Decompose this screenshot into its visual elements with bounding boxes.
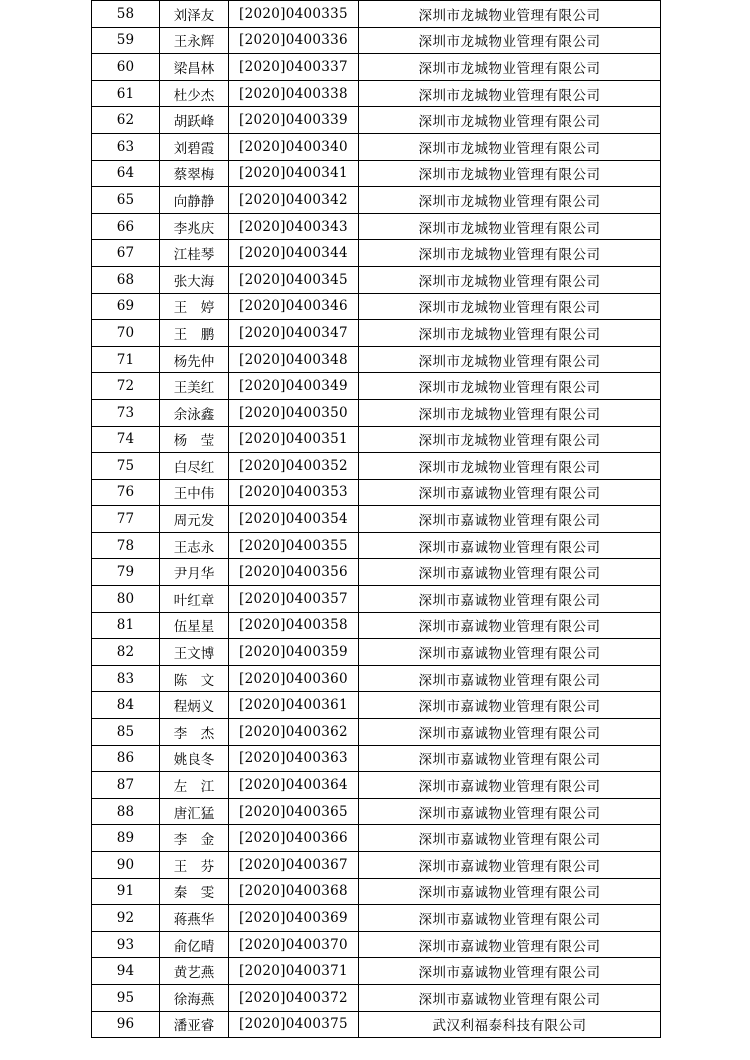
serial-number-cell: 79 [92, 559, 160, 586]
certificate-number-cell: [2020]0400372 [229, 984, 359, 1011]
table-row [92, 639, 661, 666]
company-cell: 深圳市嘉诚物业管理有限公司 [359, 612, 661, 639]
name-cell: 余泳鑫 [160, 399, 229, 426]
table-row [92, 772, 661, 799]
company-cell: 深圳市龙城物业管理有限公司 [359, 240, 661, 267]
company-cell: 深圳市嘉诚物业管理有限公司 [359, 905, 661, 932]
serial-number-cell: 73 [92, 399, 160, 426]
table-row [92, 532, 661, 559]
name-cell: 李兆庆 [160, 213, 229, 240]
certificate-number-cell: [2020]0400371 [229, 958, 359, 985]
company-cell: 深圳市龙城物业管理有限公司 [359, 399, 661, 426]
company-cell: 深圳市嘉诚物业管理有限公司 [359, 719, 661, 746]
certificate-number-cell: [2020]0400361 [229, 692, 359, 719]
company-cell: 深圳市龙城物业管理有限公司 [359, 320, 661, 347]
name-cell: 陈 文 [160, 665, 229, 692]
table-row [92, 825, 661, 852]
company-cell: 深圳市嘉诚物业管理有限公司 [359, 639, 661, 666]
certificate-number-cell: [2020]0400346 [229, 293, 359, 320]
company-cell: 深圳市龙城物业管理有限公司 [359, 213, 661, 240]
name-cell: 白尽红 [160, 453, 229, 480]
company-cell: 深圳市嘉诚物业管理有限公司 [359, 798, 661, 825]
serial-number-cell: 85 [92, 719, 160, 746]
certificate-number-cell: [2020]0400352 [229, 453, 359, 480]
serial-number-cell: 80 [92, 586, 160, 613]
name-cell: 杜少杰 [160, 80, 229, 107]
table-row [92, 1011, 661, 1038]
company-cell: 深圳市龙城物业管理有限公司 [359, 107, 661, 134]
name-cell: 梁昌林 [160, 54, 229, 81]
serial-number-cell: 59 [92, 27, 160, 54]
certificate-number-cell: [2020]0400358 [229, 612, 359, 639]
table-row [92, 240, 661, 267]
table-row [92, 931, 661, 958]
table-row [92, 293, 661, 320]
table-row [92, 426, 661, 453]
certificate-number-cell: [2020]0400338 [229, 80, 359, 107]
table-row [92, 187, 661, 214]
table-row [92, 453, 661, 480]
name-cell: 王中伟 [160, 479, 229, 506]
table-row [92, 559, 661, 586]
name-cell: 姚良冬 [160, 745, 229, 772]
name-cell: 徐海燕 [160, 984, 229, 1011]
name-cell: 王美红 [160, 373, 229, 400]
serial-number-cell: 88 [92, 798, 160, 825]
company-cell: 深圳市嘉诚物业管理有限公司 [359, 958, 661, 985]
company-cell: 深圳市嘉诚物业管理有限公司 [359, 532, 661, 559]
certificate-number-cell: [2020]0400355 [229, 532, 359, 559]
certificate-number-cell: [2020]0400365 [229, 798, 359, 825]
serial-number-cell: 87 [92, 772, 160, 799]
serial-number-cell: 86 [92, 745, 160, 772]
table-row [92, 692, 661, 719]
company-cell: 深圳市龙城物业管理有限公司 [359, 346, 661, 373]
name-cell: 王 婷 [160, 293, 229, 320]
serial-number-cell: 84 [92, 692, 160, 719]
name-cell: 尹月华 [160, 559, 229, 586]
table-row [92, 958, 661, 985]
certificate-number-cell: [2020]0400349 [229, 373, 359, 400]
table-row [92, 586, 661, 613]
company-cell: 深圳市嘉诚物业管理有限公司 [359, 772, 661, 799]
table-row [92, 1, 661, 28]
name-cell: 周元发 [160, 506, 229, 533]
name-cell: 伍星星 [160, 612, 229, 639]
certificate-number-cell: [2020]0400356 [229, 559, 359, 586]
serial-number-cell: 72 [92, 373, 160, 400]
name-cell: 刘碧霞 [160, 133, 229, 160]
name-cell: 程炳义 [160, 692, 229, 719]
name-cell: 俞亿晴 [160, 931, 229, 958]
name-cell: 杨先仲 [160, 346, 229, 373]
certificate-number-cell: [2020]0400335 [229, 1, 359, 28]
name-cell: 王 鹏 [160, 320, 229, 347]
serial-number-cell: 78 [92, 532, 160, 559]
certificate-number-cell: [2020]0400367 [229, 852, 359, 879]
certificate-number-cell: [2020]0400363 [229, 745, 359, 772]
table-row [92, 373, 661, 400]
certificate-number-cell: [2020]0400351 [229, 426, 359, 453]
serial-number-cell: 83 [92, 665, 160, 692]
name-cell: 江桂琴 [160, 240, 229, 267]
certificate-number-cell: [2020]0400342 [229, 187, 359, 214]
company-cell: 深圳市嘉诚物业管理有限公司 [359, 745, 661, 772]
name-cell: 李 杰 [160, 719, 229, 746]
serial-number-cell: 94 [92, 958, 160, 985]
table-row [92, 213, 661, 240]
serial-number-cell: 63 [92, 133, 160, 160]
name-cell: 刘泽友 [160, 1, 229, 28]
company-cell: 深圳市嘉诚物业管理有限公司 [359, 665, 661, 692]
company-cell: 深圳市龙城物业管理有限公司 [359, 266, 661, 293]
company-cell: 深圳市嘉诚物业管理有限公司 [359, 984, 661, 1011]
company-cell: 深圳市龙城物业管理有限公司 [359, 426, 661, 453]
company-cell: 深圳市龙城物业管理有限公司 [359, 54, 661, 81]
certificate-number-cell: [2020]0400362 [229, 719, 359, 746]
serial-number-cell: 90 [92, 852, 160, 879]
table-row [92, 54, 661, 81]
certificate-table [91, 0, 661, 1038]
table-row [92, 107, 661, 134]
name-cell: 唐汇猛 [160, 798, 229, 825]
certificate-number-cell: [2020]0400341 [229, 160, 359, 187]
table-row [92, 399, 661, 426]
table-row [92, 852, 661, 879]
serial-number-cell: 82 [92, 639, 160, 666]
name-cell: 蒋燕华 [160, 905, 229, 932]
serial-number-cell: 58 [92, 1, 160, 28]
name-cell: 胡跃峰 [160, 107, 229, 134]
certificate-number-cell: [2020]0400375 [229, 1011, 359, 1038]
serial-number-cell: 64 [92, 160, 160, 187]
certificate-number-cell: [2020]0400337 [229, 54, 359, 81]
certificate-number-cell: [2020]0400340 [229, 133, 359, 160]
table-row [92, 984, 661, 1011]
name-cell: 潘亚睿 [160, 1011, 229, 1038]
table-row [92, 266, 661, 293]
company-cell: 深圳市嘉诚物业管理有限公司 [359, 878, 661, 905]
name-cell: 王 芬 [160, 852, 229, 879]
certificate-number-cell: [2020]0400359 [229, 639, 359, 666]
company-cell: 深圳市嘉诚物业管理有限公司 [359, 586, 661, 613]
serial-number-cell: 65 [92, 187, 160, 214]
serial-number-cell: 95 [92, 984, 160, 1011]
name-cell: 叶红章 [160, 586, 229, 613]
serial-number-cell: 93 [92, 931, 160, 958]
name-cell: 王志永 [160, 532, 229, 559]
table-row [92, 320, 661, 347]
table-row [92, 798, 661, 825]
certificate-number-cell: [2020]0400357 [229, 586, 359, 613]
table-row [92, 27, 661, 54]
company-cell: 深圳市龙城物业管理有限公司 [359, 373, 661, 400]
name-cell: 左 江 [160, 772, 229, 799]
certificate-number-cell: [2020]0400347 [229, 320, 359, 347]
serial-number-cell: 76 [92, 479, 160, 506]
serial-number-cell: 92 [92, 905, 160, 932]
company-cell: 深圳市龙城物业管理有限公司 [359, 293, 661, 320]
name-cell: 李 金 [160, 825, 229, 852]
table-row [92, 160, 661, 187]
certificate-number-cell: [2020]0400348 [229, 346, 359, 373]
name-cell: 杨 莹 [160, 426, 229, 453]
company-cell: 深圳市龙城物业管理有限公司 [359, 133, 661, 160]
company-cell: 深圳市龙城物业管理有限公司 [359, 27, 661, 54]
table-row [92, 479, 661, 506]
serial-number-cell: 96 [92, 1011, 160, 1038]
table-body [92, 1, 661, 1038]
serial-number-cell: 75 [92, 453, 160, 480]
certificate-number-cell: [2020]0400370 [229, 931, 359, 958]
serial-number-cell: 67 [92, 240, 160, 267]
serial-number-cell: 77 [92, 506, 160, 533]
table-row [92, 80, 661, 107]
certificate-number-cell: [2020]0400364 [229, 772, 359, 799]
certificate-number-cell: [2020]0400353 [229, 479, 359, 506]
certificate-number-cell: [2020]0400339 [229, 107, 359, 134]
company-cell: 武汉利福泰科技有限公司 [359, 1011, 661, 1038]
table-row [92, 346, 661, 373]
company-cell: 深圳市嘉诚物业管理有限公司 [359, 506, 661, 533]
table-row [92, 745, 661, 772]
name-cell: 向静静 [160, 187, 229, 214]
certificate-number-cell: [2020]0400360 [229, 665, 359, 692]
company-cell: 深圳市龙城物业管理有限公司 [359, 453, 661, 480]
certificate-number-cell: [2020]0400366 [229, 825, 359, 852]
name-cell: 黄艺燕 [160, 958, 229, 985]
certificate-number-cell: [2020]0400343 [229, 213, 359, 240]
serial-number-cell: 81 [92, 612, 160, 639]
company-cell: 深圳市龙城物业管理有限公司 [359, 1, 661, 28]
name-cell: 王文博 [160, 639, 229, 666]
table-row [92, 719, 661, 746]
table-row [92, 878, 661, 905]
company-cell: 深圳市嘉诚物业管理有限公司 [359, 931, 661, 958]
certificate-number-cell: [2020]0400368 [229, 878, 359, 905]
certificate-number-cell: [2020]0400344 [229, 240, 359, 267]
certificate-number-cell: [2020]0400345 [229, 266, 359, 293]
serial-number-cell: 70 [92, 320, 160, 347]
serial-number-cell: 61 [92, 80, 160, 107]
serial-number-cell: 68 [92, 266, 160, 293]
company-cell: 深圳市龙城物业管理有限公司 [359, 80, 661, 107]
serial-number-cell: 62 [92, 107, 160, 134]
name-cell: 蔡翠梅 [160, 160, 229, 187]
name-cell: 秦 雯 [160, 878, 229, 905]
certificate-number-cell: [2020]0400350 [229, 399, 359, 426]
company-cell: 深圳市嘉诚物业管理有限公司 [359, 559, 661, 586]
serial-number-cell: 91 [92, 878, 160, 905]
serial-number-cell: 89 [92, 825, 160, 852]
name-cell: 张大海 [160, 266, 229, 293]
table-row [92, 506, 661, 533]
certificate-number-cell: [2020]0400354 [229, 506, 359, 533]
serial-number-cell: 71 [92, 346, 160, 373]
serial-number-cell: 69 [92, 293, 160, 320]
table-row [92, 665, 661, 692]
table-row [92, 905, 661, 932]
name-cell: 王永辉 [160, 27, 229, 54]
table-row [92, 612, 661, 639]
serial-number-cell: 74 [92, 426, 160, 453]
serial-number-cell: 66 [92, 213, 160, 240]
company-cell: 深圳市嘉诚物业管理有限公司 [359, 479, 661, 506]
company-cell: 深圳市龙城物业管理有限公司 [359, 160, 661, 187]
serial-number-cell: 60 [92, 54, 160, 81]
company-cell: 深圳市嘉诚物业管理有限公司 [359, 825, 661, 852]
company-cell: 深圳市龙城物业管理有限公司 [359, 187, 661, 214]
company-cell: 深圳市嘉诚物业管理有限公司 [359, 852, 661, 879]
table-row [92, 133, 661, 160]
certificate-number-cell: [2020]0400336 [229, 27, 359, 54]
certificate-number-cell: [2020]0400369 [229, 905, 359, 932]
company-cell: 深圳市嘉诚物业管理有限公司 [359, 692, 661, 719]
